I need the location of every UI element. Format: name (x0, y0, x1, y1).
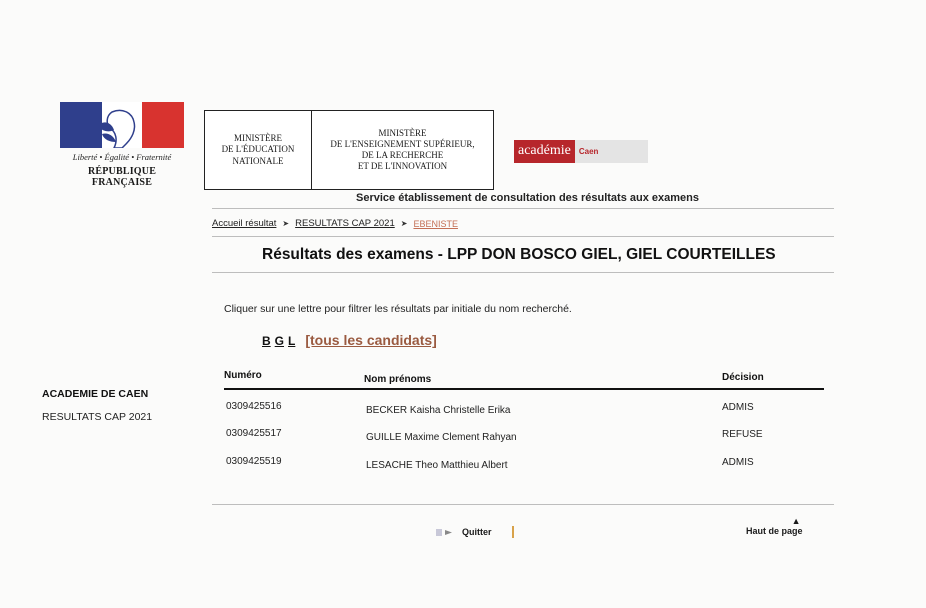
footer-divider (212, 504, 834, 505)
all-candidates-link[interactable]: [tous les candidats] (305, 332, 437, 348)
breadcrumb-current[interactable]: EBENISTE (413, 218, 458, 229)
back-to-top-link[interactable] (746, 516, 803, 536)
republique-francaise-logo (58, 102, 186, 188)
table-row (224, 401, 824, 421)
academie-logo (514, 138, 668, 164)
quit-label: Quitter (462, 527, 492, 537)
arrow-up-icon: ▲ (791, 516, 801, 526)
row-decision: ADMIS (722, 457, 754, 468)
divider (212, 208, 834, 209)
breadcrumb-exam-link[interactable]: RESULTATS CAP 2021 (295, 218, 395, 229)
sidebar-academie: ACADEMIE DE CAEN (42, 388, 149, 400)
page-title: Résultats des examens - LPP DON BOSCO GIEL, GIEL COURTEILLES (262, 246, 776, 263)
row-name: BECKER Kaisha Christelle Erika (366, 405, 511, 416)
breadcrumb-home-link[interactable]: Accueil résultat (212, 218, 277, 229)
table-row (224, 456, 824, 476)
republic-name: RÉPUBLIQUE FRANÇAISE (87, 166, 157, 188)
filter-letter-g[interactable]: G (274, 334, 285, 348)
separator-bar (512, 526, 514, 538)
row-name: GUILLE Maxime Clement Rahyan (366, 432, 517, 443)
republic-motto: Liberté • Égalité • Fraternité (72, 152, 172, 162)
row-name: LESACHE Theo Matthieu Albert (366, 460, 508, 471)
filter-instruction: Cliquer sur une lettre pour filtrer les résultats par initiale du nom recherché. (224, 303, 572, 315)
divider (212, 236, 834, 237)
column-header-name: Nom prénoms (364, 374, 432, 385)
ministry-higher-education: MINISTÈRE DE L'ENSEIGNEMENT SUPÉRIEUR, DE LA RECHERCHE ET DE L'INNOVATION (330, 127, 475, 172)
row-decision: REFUSE (722, 429, 763, 440)
divider (212, 272, 834, 273)
ministries-box (204, 110, 494, 190)
breadcrumb (212, 218, 458, 229)
filter-letter-l[interactable]: L (288, 334, 296, 348)
quit-arrow-icon (436, 526, 456, 538)
row-decision: ADMIS (722, 402, 754, 413)
column-header-decision: Décision (722, 372, 764, 383)
marianne-icon (92, 106, 148, 148)
column-header-number: Numéro (224, 370, 262, 381)
chevron-right-icon: ➤ (400, 219, 408, 228)
back-to-top-label: Haut de page (746, 526, 803, 536)
quit-button[interactable] (436, 526, 514, 538)
table-row (224, 428, 824, 448)
row-number: 0309425519 (226, 456, 282, 467)
row-number: 0309425517 (226, 428, 282, 439)
ministry-education: MINISTÈRE DE L'ÉDUCATION NATIONALE (205, 111, 312, 189)
sidebar (42, 388, 152, 423)
sidebar-exam: RESULTATS CAP 2021 (42, 411, 153, 423)
row-number: 0309425516 (226, 401, 282, 412)
filter-letter-b[interactable]: B (262, 334, 271, 348)
table-header-rule (224, 388, 824, 390)
service-title: Service établissement de consultation des résultats aux examens (356, 192, 699, 204)
academie-name: académie (514, 140, 575, 163)
academie-city: Caen (575, 140, 649, 163)
chevron-right-icon: ➤ (282, 219, 290, 228)
letter-filter (262, 332, 437, 348)
